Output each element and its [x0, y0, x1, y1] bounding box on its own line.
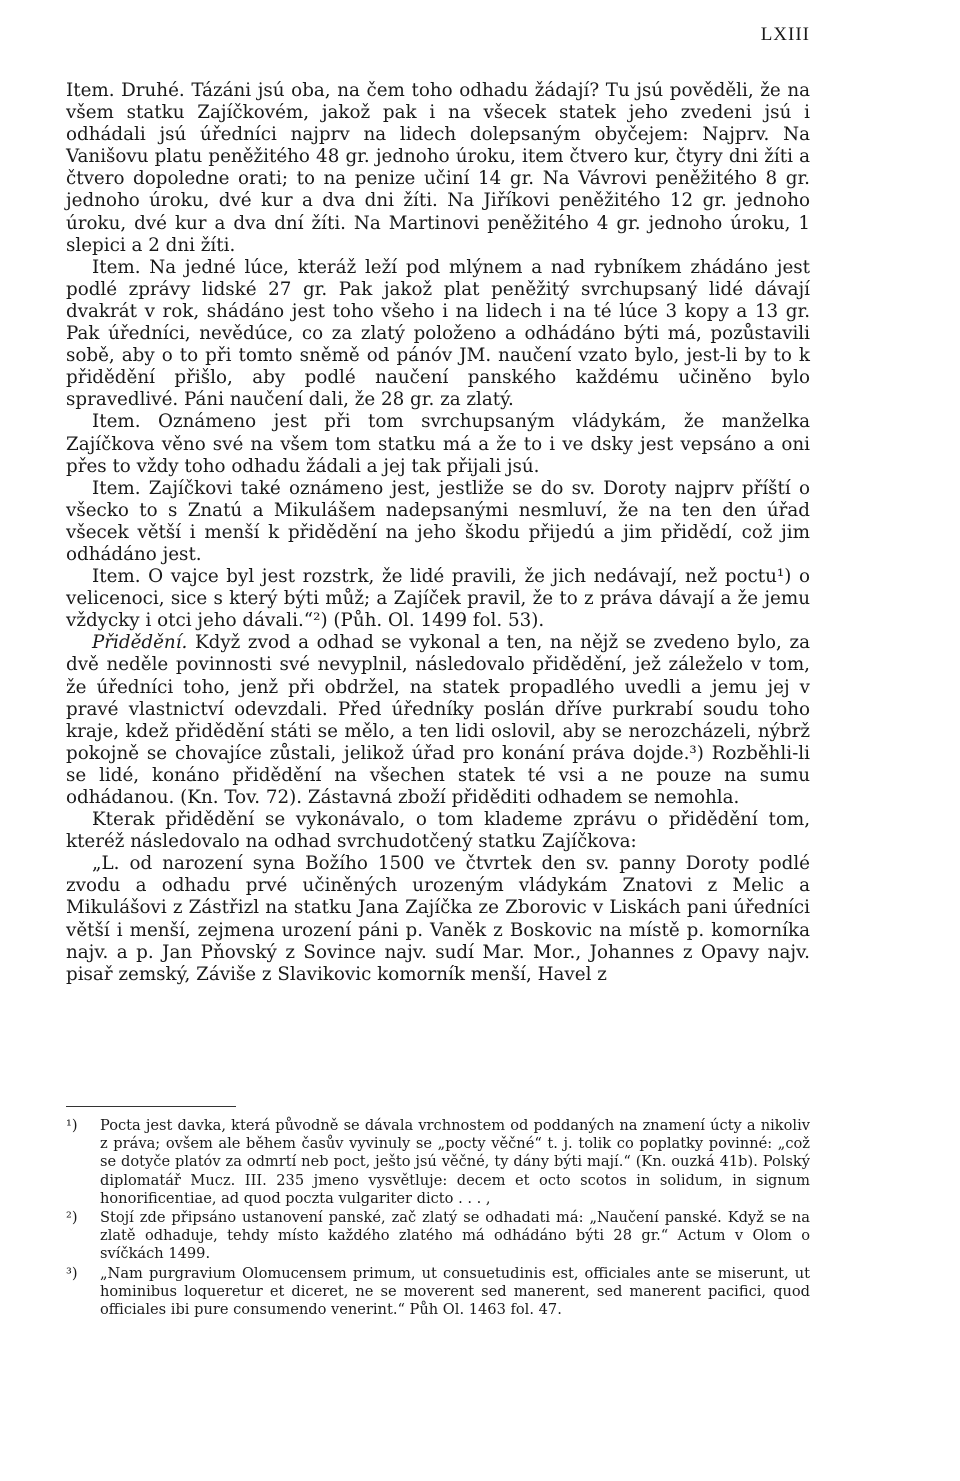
footnote-text: Stojí zde připsáno ustanovení panské, zač zlatý se odhadati má: „Naučení panské. Když se na zlatě odhaduje, tehdy místo každého zlatého má odhádáno býti 28 gr.“ Actum v Olom o svíčkách 1499.	[100, 1209, 810, 1263]
paragraph: Item. O vajce byl jest rozstrk, že lidé pravili, že jich nedávají, než poctu¹) o velicenoci, sice s který býti můž; a Zajíček pravil, že to z práva dávají a že jemu vždycky i otci jeho dávali.“²) (Půh. Ol. 1499 fol. 53).	[66, 566, 810, 632]
footnotes	[66, 1117, 810, 1320]
paragraph: Kterak přidědění se vykonávalo, o tom klademe zprávu o přidědění tom, kteréž následovalo na odhad svrchudotčený statku Zajíčkova:	[66, 809, 810, 853]
footnote-mark: ³)	[66, 1264, 78, 1282]
paragraph: Item. Druhé. Tázáni jsú oba, na čem toho odhadu žádají? Tu jsú pověděli, že na všem statku Zajíčkovém, jakož pak i na všecek statek jeho zvedeni jsú i odhádali jsú úředníci najprv na lidech dolepsaným obyčejem: Najprv. Na Vanišovu platu peněžitého 48 gr. jednoho úroku, item čtvero kur, čtyry dni žíti a čtvero dopoledne orati; to na penize učiní 14 gr. Na Vávrovi peněžitého 8 gr. jednoho úroku, dvé kur a dva dni žíti. Na Jiříkovi peněžitého 12 gr. jednoho úroku, dvé kur a dva dní žíti. Na Martinovi peněžitého 4 gr. jednoho úroku, 1 slepici a 2 dni žíti.	[66, 80, 810, 256]
footnote-text: „Nam purgravium Olomucensem primum, ut consuetudinis est, officiales ante se miserunt, ut hominibus loqueretur et diceret, ne se moverent sed manerent, sed manerent pacifici, quod officiales ibi pure consumendo venerint.“ Půh Ol. 1463 fol. 47.	[100, 1264, 810, 1319]
paragraph: Item. Oznámeno jest při tom svrchupsaným vládykám, že manželka Zajíčkova věno své na všem tom statku má a že to i ve dsky jest vepsáno a oni přes to vždy toho odhadu žádali a jej tak přijali jsú.	[66, 411, 810, 477]
paragraph-with-heading	[66, 632, 810, 809]
footnote	[66, 1265, 810, 1320]
paragraph: „L. od narození syna Božího 1500 ve čtvrtek den sv. panny Doroty podlé zvodu a odhadu prvé učiněných urozeným vládykám Znatovi z Melic a Mikulášovi z Zástřizl na statku Jana Zajíčka ze Zborovic v Liskách pani úředníci větší i menší, zejmena urození páni p. Vaněk z Boskovic na místě p. komorníka najv. a p. Jan Pňovský z Sovince najv. sudí Mar. Mor., Johannes z Opavy najv. pisař zemský, Záviše z Slavikovic komorník menší, Havel z	[66, 853, 810, 985]
paragraph: Item. Na jedné lúce, kteráž leží pod mlýnem a nad rybníkem zhádáno jest podlé zprávy lidské 27 gr. Pak jakož plat peněžitý svrchupsaný lidé dávají dvakrát v rok, shádáno jest toho všeho i na lidech i na té lúce 3 kopy a 13 gr. Pak úředníci, nevědúce, co za zlatý položeno a odhádáno býti má, pozůstavili sobě, aby o to při tomto sněmě od pánóv JM. naučení vzato bylo, jest-li by to k přidědění přišlo, aby podlé naučení panského každému učiněno bylo spravedlivé. Páni naučení dali, že 28 gr. za zlatý.	[66, 256, 810, 411]
footnote	[66, 1117, 810, 1208]
footnote-text: Pocta jest davka, která původně se dávala vrchnostem od poddaných na znamení úcty a nikoliv z práva; ovšem ale během časův vyvinuly se „pocty věčné“ t. j. tolik co poplatky povinné: „což se dotyče platóv za odmrtí neb poct, ješto jsú věčné, ty dány býti mají.“ (Kn. ouzká 41b). Polský diplomatář Mucz. III. 235 jmeno vysvětluje: decem et octo scotos in solidum, in signum honorificentiae, ad quod poczta vulgariter dicto . . . ,	[100, 1117, 810, 1207]
paragraph: Item. Zajíčkovi také oznámeno jest, jestliže se do sv. Doroty najprv příští o všecko to s Znatú a Mikulášem nadepsanými nesmluví, že na ten den úřad všecek větší i menší k přidědění na jeho škodu přijedú a jim přidědí, což jim odhádáno jest.	[66, 477, 810, 565]
footnote-divider	[66, 1106, 236, 1107]
page-number: LXIII	[760, 24, 810, 45]
footnote	[66, 1209, 810, 1264]
main-text	[66, 80, 810, 986]
footnote-mark: ²)	[66, 1209, 78, 1227]
section-heading: Přidědění.	[92, 632, 188, 654]
paragraph-text: Když zvod a odhad se vykonal a ten, na nějž se zvedeno bylo, za dvě neděle povinnosti své nevyplnil, následovalo přidědění, jež záleželo v tom, že úředníci toho, jenž při obdržel, na statek propadlého uvedli a jemu jej v pravé vlastnictví odevzdali. Před úředníky poslán dříve purkrabí soudu toho kraje, kdež přidědění státi se mělo, a ten lidi oslovil, aby se nerozcházeli, nýbrž pokojně se chovajíce zůstali, jelikož úřad pro konání práva dojde.³) Rozběhli-li se lidé, konáno přidědění na všechen statek té vsi a ne pouze na sumu odhádanou. (Kn. Tov. 72). Zástavná zboží přiděditi odhadem se nemohla.	[66, 632, 810, 808]
footnote-mark: ¹)	[66, 1117, 78, 1134]
